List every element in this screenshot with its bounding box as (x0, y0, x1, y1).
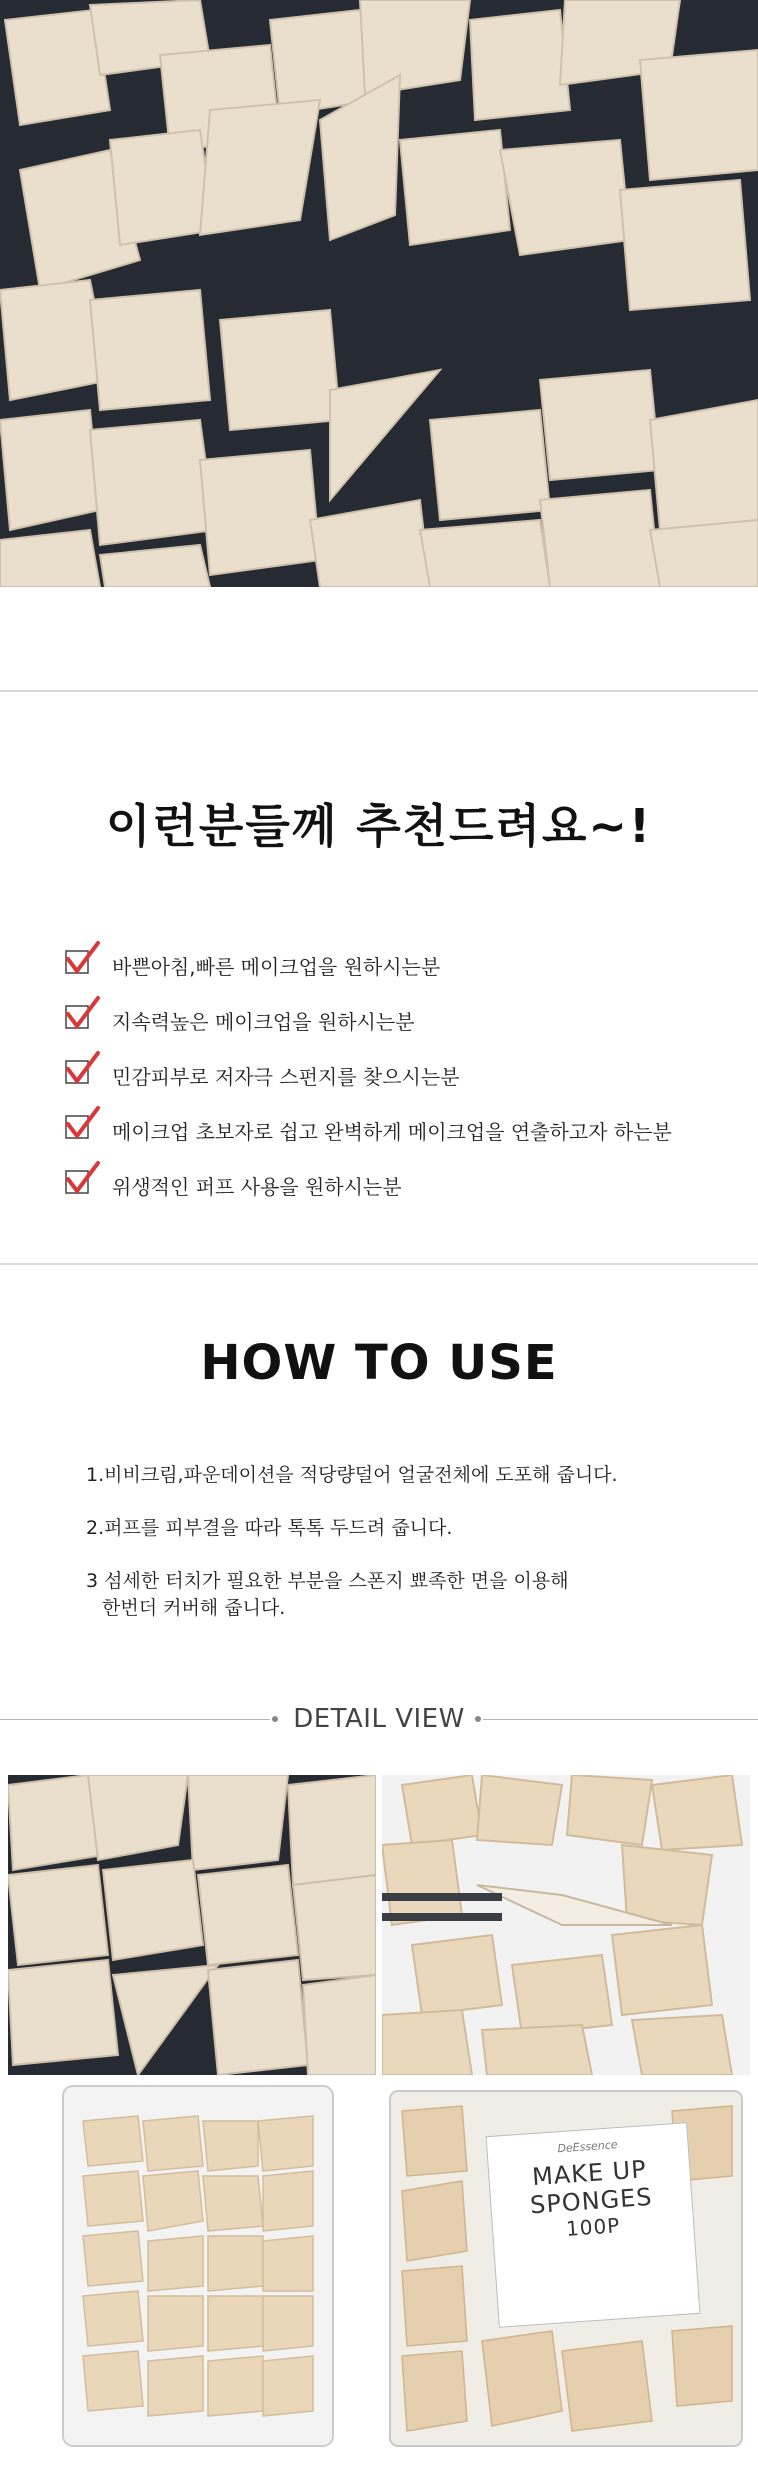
how-to-use-steps (86, 1462, 726, 1648)
checkmark-icon (62, 1049, 102, 1093)
step-3: 3 섬세한 터치가 필요한 부분을 스폰지 뾰족한 면을 이용해 (86, 1570, 569, 1592)
step-1: 1.비비크림,파운데이션을 적당량덜어 얼굴전체에 도포해 줍니다. (86, 1464, 618, 1486)
list-item (62, 1045, 742, 1100)
sponge-tweezers-image (382, 1775, 750, 2075)
list-item-text: 메이크업 초보자로 쉽고 완벽하게 메이크업을 연출하고자 하는분 (112, 1120, 672, 1144)
sponge-bag-image (8, 2081, 376, 2452)
sponge-closeup-image (8, 1775, 376, 2075)
hero-product-photo (0, 0, 758, 587)
package-label (486, 2122, 701, 2328)
detail-line-right (483, 1719, 758, 1720)
detail-photo-closeup (8, 1775, 376, 2075)
list-item-text: 지속력높은 메이크업을 원하시는분 (112, 1010, 415, 1034)
recommend-checklist (62, 935, 742, 1210)
list-item-text: 민감피부로 저자극 스펀지를 찾으시는분 (112, 1065, 460, 1089)
checkmark-icon (62, 994, 102, 1038)
divider-2 (0, 1263, 758, 1265)
package-line-3: 100P (565, 2213, 622, 2241)
list-item-text: 바쁜아침,빠른 메이크업을 원하시는분 (112, 955, 441, 979)
detail-photo-bag (8, 2081, 376, 2452)
step-2: 2.퍼프를 피부결을 따라 톡톡 두드려 줍니다. (86, 1517, 453, 1539)
list-item (62, 1155, 742, 1210)
recommend-title: 이런분들께 추천드려요~! (106, 799, 652, 853)
detail-photo-package (382, 2081, 750, 2452)
step-3-cont: 한번더 커버해 줍니다. (102, 1597, 286, 1619)
list-item (62, 1100, 742, 1155)
detail-image-grid (8, 1775, 750, 2452)
package-brand: DeEssence (557, 2138, 619, 2156)
list-item (62, 990, 742, 1045)
package-line-2: SPONGES (529, 2182, 654, 2220)
detail-photo-tweezers (382, 1775, 750, 2075)
checkmark-icon (62, 1159, 102, 1203)
divider-1 (0, 690, 758, 692)
how-to-use-title: HOW TO USE (200, 1335, 558, 1391)
checkmark-icon (62, 1104, 102, 1148)
detail-view-header (0, 1700, 758, 1740)
sponge-pile-image (0, 0, 758, 587)
list-item-text: 위생적인 퍼프 사용을 원하시는분 (112, 1175, 402, 1199)
checkmark-icon (62, 939, 102, 983)
package-line-1: MAKE UP (531, 2155, 648, 2192)
list-item (62, 935, 742, 990)
detail-dot-right (475, 1716, 481, 1722)
detail-view-label: DETAIL VIEW (293, 1704, 465, 1734)
